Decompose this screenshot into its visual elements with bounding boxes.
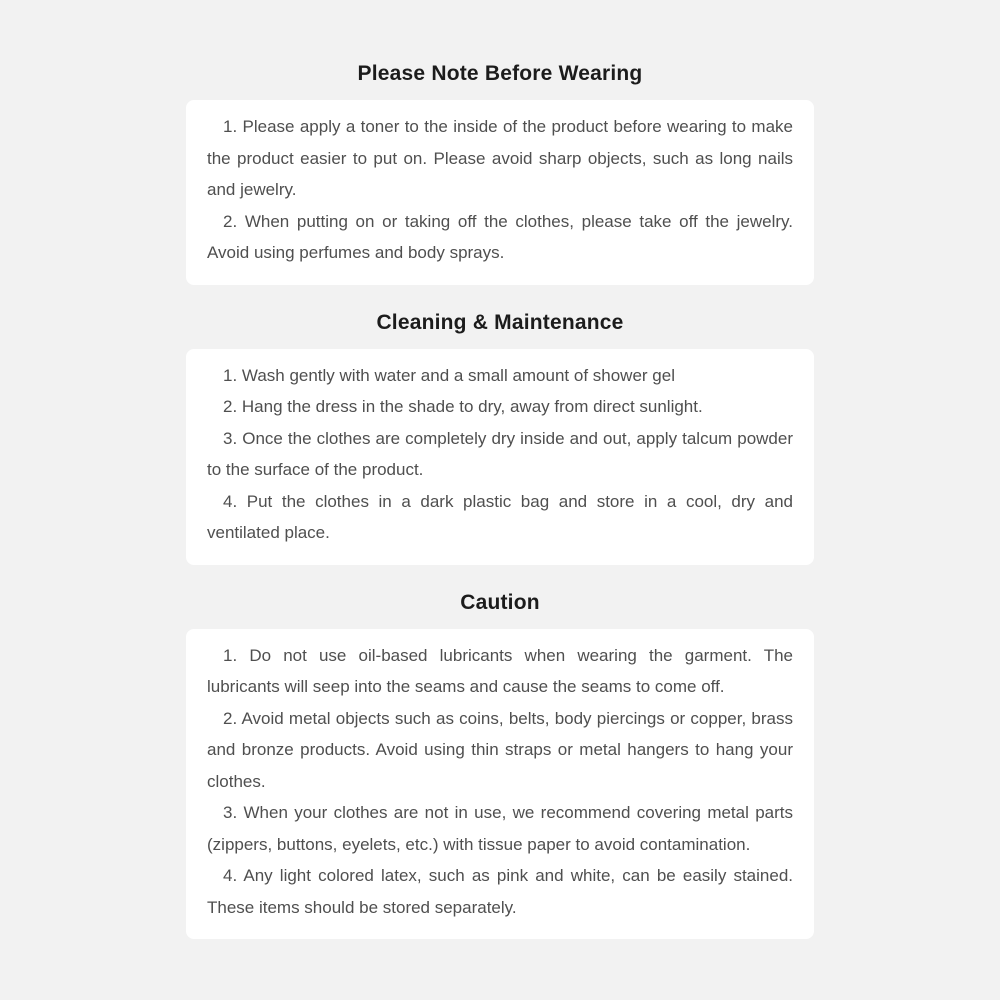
instruction-paragraph: 3. When your clothes are not in use, we recommend covering metal parts (zippers, buttons, eyelets, etc.) with tissue paper to avoid contamination. [207, 803, 793, 854]
section-caution [186, 581, 814, 940]
instruction-paragraph: 4. Any light colored latex, such as pink and white, can be easily stained. These items should be stored separately. [207, 866, 793, 917]
section-title-cleaning-maintenance: Cleaning & Maintenance [376, 310, 624, 334]
instruction-paragraph: 2. Avoid metal objects such as coins, belts, body piercings or copper, brass and bronze products. Avoid using thin straps or metal hangers to hang your clothes. [207, 708, 793, 791]
section-title-before-wearing: Please Note Before Wearing [357, 62, 643, 85]
instruction-paragraph: 1. Wash gently with water and a small amount of shower gel [223, 365, 675, 385]
instruction-paragraph: 1. Do not use oil-based lubricants when wearing the garment. The lubricants will seep into the seams and cause the seams to come off. [207, 645, 793, 696]
instruction-paragraph: 3. Once the clothes are completely dry inside and out, apply talcum powder to the surface of the product. [207, 428, 793, 479]
section-card-caution [186, 629, 814, 940]
instruction-paragraph: 2. When putting on or taking off the clothes, please take off the jewelry. Avoid using perfumes and body sprays. [207, 211, 793, 262]
section-title-caution: Caution [460, 590, 540, 614]
section-before-wearing [186, 52, 814, 285]
section-card-before-wearing [186, 100, 814, 285]
section-card-cleaning-maintenance [186, 349, 814, 565]
instruction-paragraph: 4. Put the clothes in a dark plastic bag and store in a cool, dry and ventilated place. [207, 491, 793, 542]
care-instructions-content [186, 52, 814, 939]
instruction-paragraph: 2. Hang the dress in the shade to dry, away from direct sunlight. [223, 397, 703, 416]
instruction-paragraph: 1. Please apply a toner to the inside of the product before wearing to make the product easier to put on. Please avoid sharp objects, such as long nails and jewelry. [207, 117, 793, 199]
section-cleaning-maintenance [186, 301, 814, 565]
